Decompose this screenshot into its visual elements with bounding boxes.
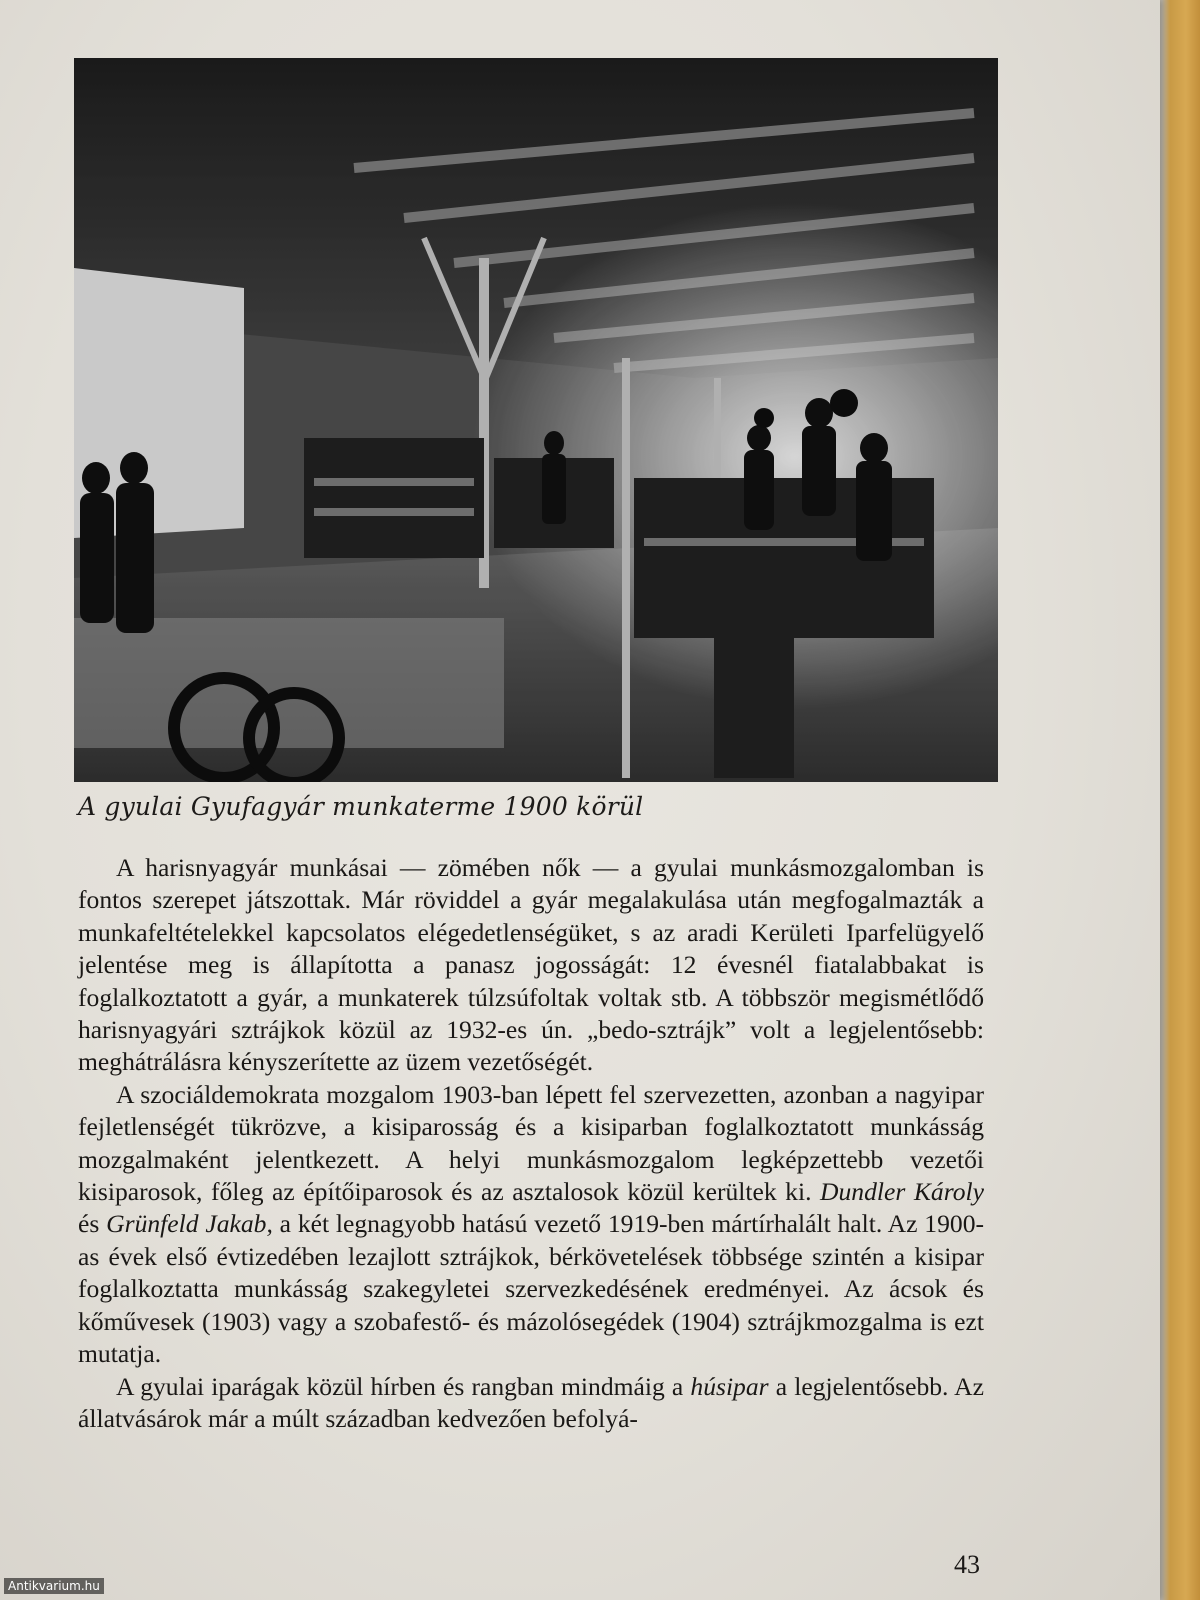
watermark-label: Antikvarium.hu <box>4 1578 104 1594</box>
text-run: a legjelentősebb. Az állatvásárok már a múlt században kedvezően befolyá- <box>78 1371 984 1433</box>
text-run: A szociáldemokrata mozgalom 1903-ban lépett fel szervezetten, azonban a nagyipar fejletlenségét tükrözve, a kisiparosság és a kisiparban foglalkoztatott munkásság mozgalmaként jelentkezett. A helyi munkásmozgalom legképzettebb vezetői kisiparosok, főleg az építőiparosok és az asztalosok közül kerültek ki. <box>78 1079 984 1207</box>
paragraph <box>78 1371 984 1436</box>
photo-drawing <box>74 58 998 782</box>
italic-term: Grünfeld Jakab, <box>106 1209 273 1239</box>
body-text <box>78 852 984 1435</box>
paragraph <box>78 852 984 1079</box>
paragraph <box>78 1079 984 1371</box>
photo-caption: A gyulai Gyufagyár munkaterme 1900 körül <box>78 792 644 821</box>
text-run: a két legnagyobb hatású vezető 1919-ben mártírhalált halt. Az 1900-as évek első évtizedében lezajlott sztrájkok, bérkövetelések többsége szintén a kisipar foglalkoztatta munkásság szakegyletei szervezkedésének eredményei. Az ácsok és kőművesek (1903) vagy a szobafestő- és mázolósegédek (1904) sztrájkmozgalma is ezt mutatja. <box>78 1209 985 1369</box>
italic-term: húsipar <box>690 1371 769 1401</box>
page-number: 43 <box>954 1550 980 1579</box>
text-run: A gyulai iparágak közül hírben és rangban mindmáig a <box>116 1371 691 1401</box>
text-run: és <box>78 1209 107 1239</box>
text-run: A harisnyagyár munkásai — zömében nők — a gyulai munkásmozgalomban is fontos szerepet játszottak. Már röviddel a gyár megalakulása után megfogalmazták a munkafeltételekkel kapcsolatos elégedetlenségüket, s az aradi Kerületi Iparfelügyelő jelentése meg is állapította a panasz jogosságát: 12 évesnél fiatalabbakat is foglalkoztatott a gyár, a munkaterek túlzsúfoltak voltak stb. A többször megismétlődő harisnyagyári sztrájkok közül az 1932-es ún. „bedo-sztrájk” volt a legjelentősebb: meghátrálásra kényszerítette az üzem vezetőségét. <box>78 853 984 1077</box>
factory-workroom-photo <box>74 58 998 782</box>
italic-term: Dundler Károly <box>820 1177 984 1207</box>
